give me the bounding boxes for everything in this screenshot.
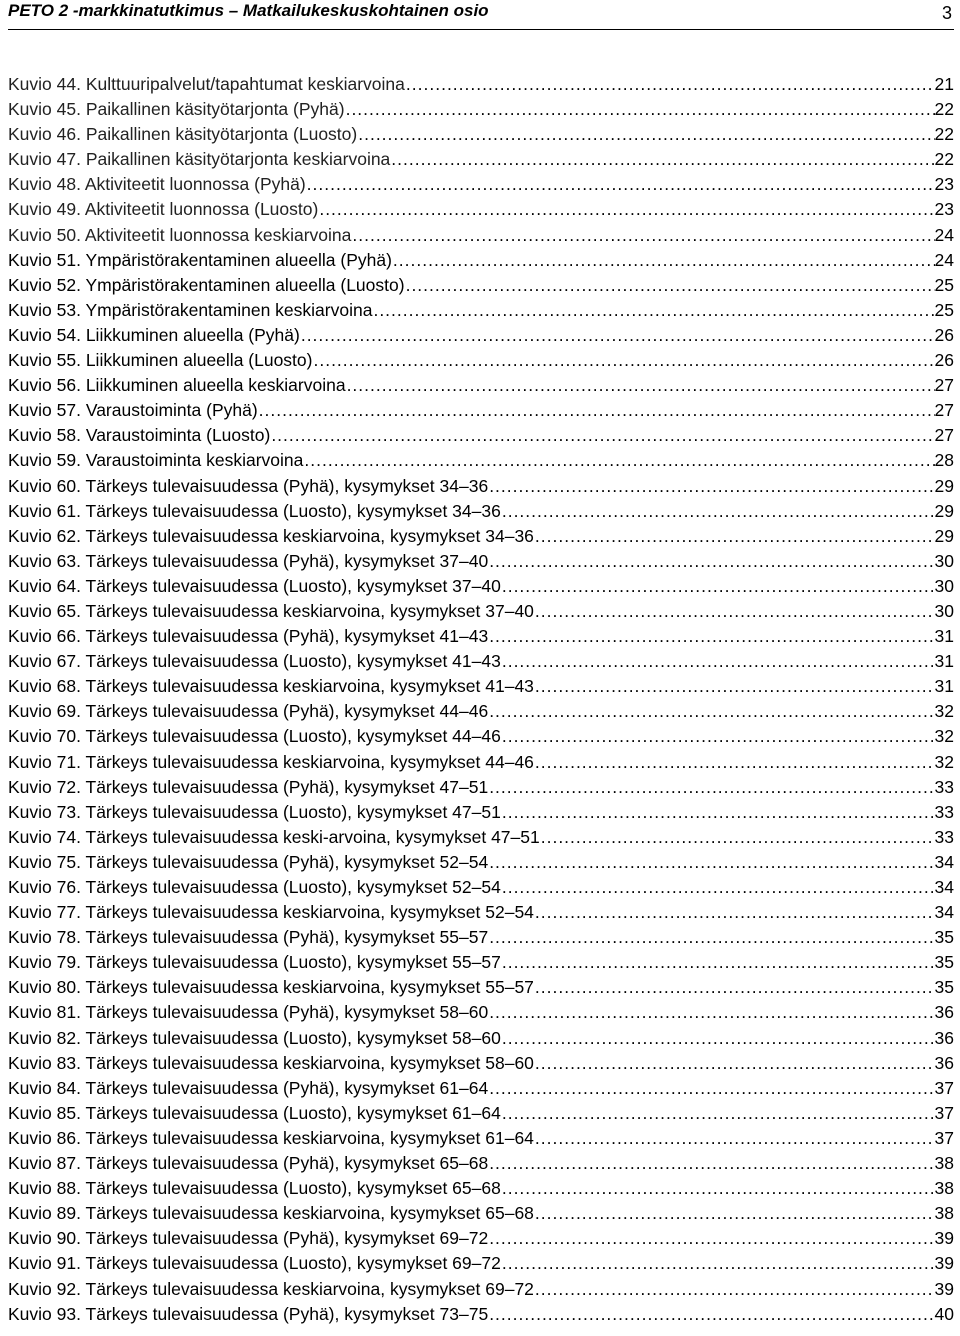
toc-entry-title: Kuvio 74. Tärkeys tulevaisuudessa keski-arvoina, kysymykset 47–51 [8, 826, 540, 847]
toc-entry-page: 34 [934, 851, 954, 872]
toc-entry[interactable] [8, 624, 954, 649]
toc-dot-leader [488, 1302, 934, 1327]
toc-dot-leader [488, 624, 934, 649]
toc-entry-title: Kuvio 73. Tärkeys tulevaisuudessa (Luosto), kysymykset 47–51 [8, 801, 501, 822]
header-title: PETO 2 -markkinatutkimus – Matkailukeskuskohtainen osio [8, 1, 489, 20]
toc-dot-leader [488, 1076, 934, 1101]
toc-entry[interactable] [8, 448, 954, 473]
toc-entry[interactable] [8, 97, 954, 122]
toc-entry[interactable] [8, 223, 954, 248]
toc-dot-leader [346, 373, 935, 398]
toc-entry-page: 22 [934, 149, 954, 170]
toc-entry[interactable] [8, 1076, 954, 1101]
toc-dot-leader [501, 724, 935, 749]
toc-entry[interactable] [8, 674, 954, 699]
toc-entry-page: 25 [934, 274, 954, 295]
toc-entry-title: Kuvio 93. Tärkeys tulevaisuudessa (Pyhä), kysymykset 73–75 [8, 1303, 489, 1324]
toc-dot-leader [501, 649, 935, 674]
toc-entry-title: Kuvio 44. Kulttuuripalvelut/tapahtumat keskiarvoina [8, 74, 405, 94]
toc-entry-title: Kuvio 64. Tärkeys tulevaisuudessa (Luosto), kysymykset 37–40 [8, 575, 501, 596]
toc-entry[interactable] [8, 348, 954, 373]
toc-dot-leader [501, 800, 935, 825]
toc-entry[interactable] [8, 775, 954, 800]
toc-entry[interactable] [8, 72, 954, 97]
toc-entry[interactable] [8, 875, 954, 900]
toc-entry-page: 34 [934, 877, 954, 897]
toc-entry-title: Kuvio 70. Tärkeys tulevaisuudessa (Luosto), kysymykset 44–46 [8, 726, 501, 747]
toc-dot-leader [405, 273, 935, 298]
toc-entry[interactable] [8, 1126, 954, 1151]
toc-entry-page: 32 [934, 726, 954, 747]
toc-dot-leader [270, 423, 934, 448]
toc-entry[interactable] [8, 599, 954, 624]
toc-entry-title: Kuvio 66. Tärkeys tulevaisuudessa (Pyhä), kysymykset 41–43 [8, 626, 489, 647]
toc-entry-title: Kuvio 60. Tärkeys tulevaisuudessa (Pyhä), kysymykset 34–36 [8, 475, 489, 496]
toc-dot-leader [534, 750, 935, 775]
toc-entry[interactable] [8, 800, 954, 825]
toc-entry-page: 35 [934, 927, 954, 948]
toc-dot-leader [534, 975, 935, 1000]
toc-entry[interactable] [8, 398, 954, 423]
toc-entry[interactable] [8, 1302, 954, 1327]
toc-entry-page: 22 [934, 99, 954, 120]
toc-entry[interactable] [8, 699, 954, 724]
toc-dot-leader [501, 1251, 935, 1276]
toc-dot-leader [534, 1051, 935, 1076]
toc-entry-page: 30 [934, 575, 954, 596]
toc-entry[interactable] [8, 147, 954, 172]
toc-dot-leader [501, 574, 935, 599]
toc-entry-page: 28 [934, 450, 954, 471]
toc-entry[interactable] [8, 1051, 954, 1076]
toc-entry-page: 37 [934, 1127, 954, 1148]
toc-dot-leader [351, 223, 934, 248]
toc-entry[interactable] [8, 1226, 954, 1251]
toc-entry-title: Kuvio 45. Paikallinen käsityötarjonta (Pyhä) [8, 99, 345, 120]
toc-entry-title: Kuvio 81. Tärkeys tulevaisuudessa (Pyhä), kysymykset 58–60 [8, 1002, 489, 1023]
toc-entry-title: Kuvio 90. Tärkeys tulevaisuudessa (Pyhä), kysymykset 69–72 [8, 1228, 489, 1249]
toc-dot-leader [501, 1101, 935, 1126]
toc-entry-title: Kuvio 84. Tärkeys tulevaisuudessa (Pyhä), kysymykset 61–64 [8, 1077, 489, 1098]
toc-entry[interactable] [8, 950, 954, 975]
toc-dot-leader [392, 248, 935, 273]
toc-entry-page: 30 [934, 550, 954, 571]
toc-entry[interactable] [8, 1201, 954, 1226]
toc-entry-page: 29 [934, 475, 954, 496]
toc-entry-title: Kuvio 72. Tärkeys tulevaisuudessa (Pyhä), kysymykset 47–51 [8, 776, 489, 797]
toc-entry-page: 35 [934, 952, 954, 973]
toc-entry-page: 24 [934, 249, 954, 270]
toc-entry[interactable] [8, 825, 954, 850]
toc-entry-page: 38 [934, 1203, 954, 1224]
toc-dot-leader [534, 1277, 935, 1302]
toc-entry[interactable] [8, 273, 954, 298]
toc-entry-title: Kuvio 49. Aktiviteetit luonnossa (Luosto) [8, 199, 319, 220]
toc-entry[interactable] [8, 1251, 954, 1276]
toc-entry-page: 31 [934, 651, 954, 672]
toc-entry[interactable] [8, 724, 954, 749]
toc-entry-page: 29 [934, 500, 954, 521]
toc-entry-page: 29 [934, 525, 954, 546]
toc-entry-title: Kuvio 65. Tärkeys tulevaisuudessa keskiarvoina, kysymykset 37–40 [8, 600, 534, 621]
toc-entry[interactable] [8, 474, 954, 499]
toc-entry-title: Kuvio 47. Paikallinen käsityötarjonta keskiarvoina [8, 149, 391, 170]
toc-dot-leader [540, 825, 935, 850]
toc-entry-title: Kuvio 82. Tärkeys tulevaisuudessa (Luosto), kysymykset 58–60 [8, 1027, 501, 1048]
toc-entry-title: Kuvio 78. Tärkeys tulevaisuudessa (Pyhä), kysymykset 55–57 [8, 927, 489, 948]
toc-dot-leader [488, 850, 934, 875]
toc-dot-leader [534, 1126, 935, 1151]
toc-entry-title: Kuvio 87. Tärkeys tulevaisuudessa (Pyhä), kysymykset 65–68 [8, 1153, 489, 1174]
toc-dot-leader [488, 474, 934, 499]
toc-entry[interactable] [8, 900, 954, 925]
toc-entry-page: 27 [934, 375, 954, 396]
toc-entry[interactable] [8, 373, 954, 398]
figure-list [8, 72, 954, 1327]
toc-entry-title: Kuvio 75. Tärkeys tulevaisuudessa (Pyhä), kysymykset 52–54 [8, 851, 489, 872]
toc-dot-leader [357, 122, 934, 147]
page-header [8, 0, 952, 26]
toc-entry-page: 24 [934, 224, 954, 245]
toc-dot-leader [534, 599, 935, 624]
toc-entry-page: 22 [934, 124, 954, 145]
toc-entry-page: 30 [934, 600, 954, 621]
toc-entry[interactable] [8, 850, 954, 875]
toc-entry-page: 37 [934, 1077, 954, 1098]
toc-entry[interactable] [8, 323, 954, 348]
toc-entry-title: Kuvio 83. Tärkeys tulevaisuudessa keskiarvoina, kysymykset 58–60 [8, 1052, 534, 1073]
toc-dot-leader [390, 147, 934, 172]
toc-entry[interactable] [8, 1151, 954, 1176]
toc-entry-page: 35 [934, 977, 954, 998]
toc-entry-page: 26 [934, 350, 954, 371]
toc-entry[interactable] [8, 248, 954, 273]
toc-entry-page: 37 [934, 1102, 954, 1123]
toc-entry-title: Kuvio 91. Tärkeys tulevaisuudessa (Luosto), kysymykset 69–72 [8, 1253, 501, 1274]
toc-entry-title: Kuvio 79. Tärkeys tulevaisuudessa (Luosto), kysymykset 55–57 [8, 952, 501, 973]
toc-entry-title: Kuvio 85. Tärkeys tulevaisuudessa (Luosto), kysymykset 61–64 [8, 1102, 501, 1123]
toc-entry-title: Kuvio 50. Aktiviteetit luonnossa keskiarvoina [8, 224, 352, 245]
toc-dot-leader [318, 197, 934, 222]
toc-entry-page: 23 [934, 199, 954, 220]
toc-entry-page: 31 [934, 676, 954, 697]
toc-entry-title: Kuvio 51. Ympäristörakentaminen alueella (Pyhä) [8, 249, 392, 270]
toc-entry-title: Kuvio 76. Tärkeys tulevaisuudessa (Luosto), kysymykset 52–54 [8, 877, 501, 897]
toc-entry[interactable] [8, 649, 954, 674]
header-divider [8, 29, 954, 30]
toc-entry[interactable] [8, 122, 954, 147]
toc-entry[interactable] [8, 975, 954, 1000]
toc-entry-title: Kuvio 53. Ympäristörakentaminen keskiarvoina [8, 299, 373, 320]
toc-entry[interactable] [8, 423, 954, 448]
toc-dot-leader [488, 699, 934, 724]
toc-entry[interactable] [8, 1277, 954, 1302]
toc-entry[interactable] [8, 1101, 954, 1126]
toc-entry-page: 33 [934, 801, 954, 822]
toc-entry-title: Kuvio 59. Varaustoiminta keskiarvoina [8, 450, 304, 471]
toc-entry-page: 32 [934, 751, 954, 772]
toc-entry-title: Kuvio 69. Tärkeys tulevaisuudessa (Pyhä), kysymykset 44–46 [8, 701, 489, 722]
header-page-number: 3 [941, 3, 952, 23]
toc-entry-page: 21 [934, 74, 954, 94]
toc-entry-title: Kuvio 56. Liikkuminen alueella keskiarvoina [8, 375, 346, 396]
toc-entry-title: Kuvio 54. Liikkuminen alueella (Pyhä) [8, 324, 300, 345]
toc-entry-title: Kuvio 48. Aktiviteetit luonnossa (Pyhä) [8, 174, 306, 195]
toc-entry-page: 36 [934, 1027, 954, 1048]
toc-dot-leader [405, 72, 935, 97]
toc-entry-page: 40 [934, 1303, 954, 1324]
toc-dot-leader [258, 398, 935, 423]
toc-entry-title: Kuvio 61. Tärkeys tulevaisuudessa (Luosto), kysymykset 34–36 [8, 500, 501, 521]
toc-entry-title: Kuvio 57. Varaustoiminta (Pyhä) [8, 400, 258, 421]
toc-entry[interactable] [8, 298, 954, 323]
toc-entry[interactable] [8, 925, 954, 950]
toc-dot-leader [534, 1201, 935, 1226]
toc-dot-leader [306, 172, 935, 197]
toc-entry-page: 23 [934, 174, 954, 195]
toc-entry-title: Kuvio 46. Paikallinen käsityötarjonta (Luosto) [8, 124, 358, 145]
toc-entry-page: 32 [934, 701, 954, 722]
toc-entry-title: Kuvio 86. Tärkeys tulevaisuudessa keskiarvoina, kysymykset 61–64 [8, 1127, 534, 1148]
toc-entry[interactable] [8, 1026, 954, 1051]
toc-entry-title: Kuvio 63. Tärkeys tulevaisuudessa (Pyhä), kysymykset 37–40 [8, 550, 489, 571]
toc-entry[interactable] [8, 549, 954, 574]
toc-entry-title: Kuvio 80. Tärkeys tulevaisuudessa keskiarvoina, kysymykset 55–57 [8, 977, 534, 998]
toc-dot-leader [372, 298, 934, 323]
toc-entry[interactable] [8, 172, 954, 197]
toc-entry[interactable] [8, 524, 954, 549]
toc-dot-leader [488, 549, 934, 574]
toc-dot-leader [534, 524, 935, 549]
toc-entry-title: Kuvio 68. Tärkeys tulevaisuudessa keskiarvoina, kysymykset 41–43 [8, 676, 534, 697]
toc-dot-leader [303, 448, 934, 473]
toc-dot-leader [345, 97, 935, 122]
toc-entry[interactable] [8, 574, 954, 599]
toc-dot-leader [501, 1176, 935, 1201]
toc-entry-page: 38 [934, 1178, 954, 1199]
toc-entry-title: Kuvio 58. Varaustoiminta (Luosto) [8, 425, 271, 446]
toc-dot-leader [501, 1026, 935, 1051]
toc-entry[interactable] [8, 1000, 954, 1025]
toc-entry-title: Kuvio 52. Ympäristörakentaminen alueella (Luosto) [8, 274, 405, 295]
toc-dot-leader [488, 775, 934, 800]
toc-entry-title: Kuvio 67. Tärkeys tulevaisuudessa (Luosto), kysymykset 41–43 [8, 651, 501, 672]
toc-entry-title: Kuvio 55. Liikkuminen alueella (Luosto) [8, 350, 313, 371]
toc-dot-leader [488, 925, 934, 950]
toc-entry-title: Kuvio 77. Tärkeys tulevaisuudessa keskiarvoina, kysymykset 52–54 [8, 902, 534, 923]
toc-entry-page: 26 [934, 324, 954, 345]
toc-entry-title: Kuvio 88. Tärkeys tulevaisuudessa (Luosto), kysymykset 65–68 [8, 1178, 501, 1199]
toc-entry-title: Kuvio 71. Tärkeys tulevaisuudessa keskiarvoina, kysymykset 44–46 [8, 751, 534, 772]
toc-entry-page: 33 [934, 826, 954, 847]
toc-entry-title: Kuvio 92. Tärkeys tulevaisuudessa keskiarvoina, kysymykset 69–72 [8, 1278, 534, 1299]
toc-entry-page: 25 [934, 299, 954, 320]
toc-dot-leader [534, 900, 935, 925]
toc-dot-leader [501, 950, 935, 975]
toc-dot-leader [488, 1000, 934, 1025]
toc-dot-leader [312, 348, 934, 373]
toc-entry[interactable] [8, 1176, 954, 1201]
toc-dot-leader [501, 875, 935, 900]
toc-entry-page: 36 [934, 1002, 954, 1023]
toc-entry-page: 39 [934, 1253, 954, 1274]
toc-entry-page: 39 [934, 1278, 954, 1299]
toc-dot-leader [534, 674, 935, 699]
toc-entry[interactable] [8, 750, 954, 775]
toc-entry-page: 33 [934, 776, 954, 797]
toc-entry-title: Kuvio 62. Tärkeys tulevaisuudessa keskiarvoina, kysymykset 34–36 [8, 525, 534, 546]
toc-dot-leader [501, 499, 935, 524]
toc-dot-leader [488, 1151, 934, 1176]
toc-entry[interactable] [8, 197, 954, 222]
toc-entry-page: 34 [934, 902, 954, 923]
toc-entry-page: 27 [934, 400, 954, 421]
toc-dot-leader [300, 323, 935, 348]
toc-entry-page: 36 [934, 1052, 954, 1073]
toc-entry-page: 27 [934, 425, 954, 446]
toc-entry-page: 39 [934, 1228, 954, 1249]
toc-entry-page: 31 [934, 626, 954, 647]
toc-entry[interactable] [8, 499, 954, 524]
toc-entry-page: 38 [934, 1153, 954, 1174]
toc-entry-title: Kuvio 89. Tärkeys tulevaisuudessa keskiarvoina, kysymykset 65–68 [8, 1203, 534, 1224]
toc-dot-leader [488, 1226, 934, 1251]
